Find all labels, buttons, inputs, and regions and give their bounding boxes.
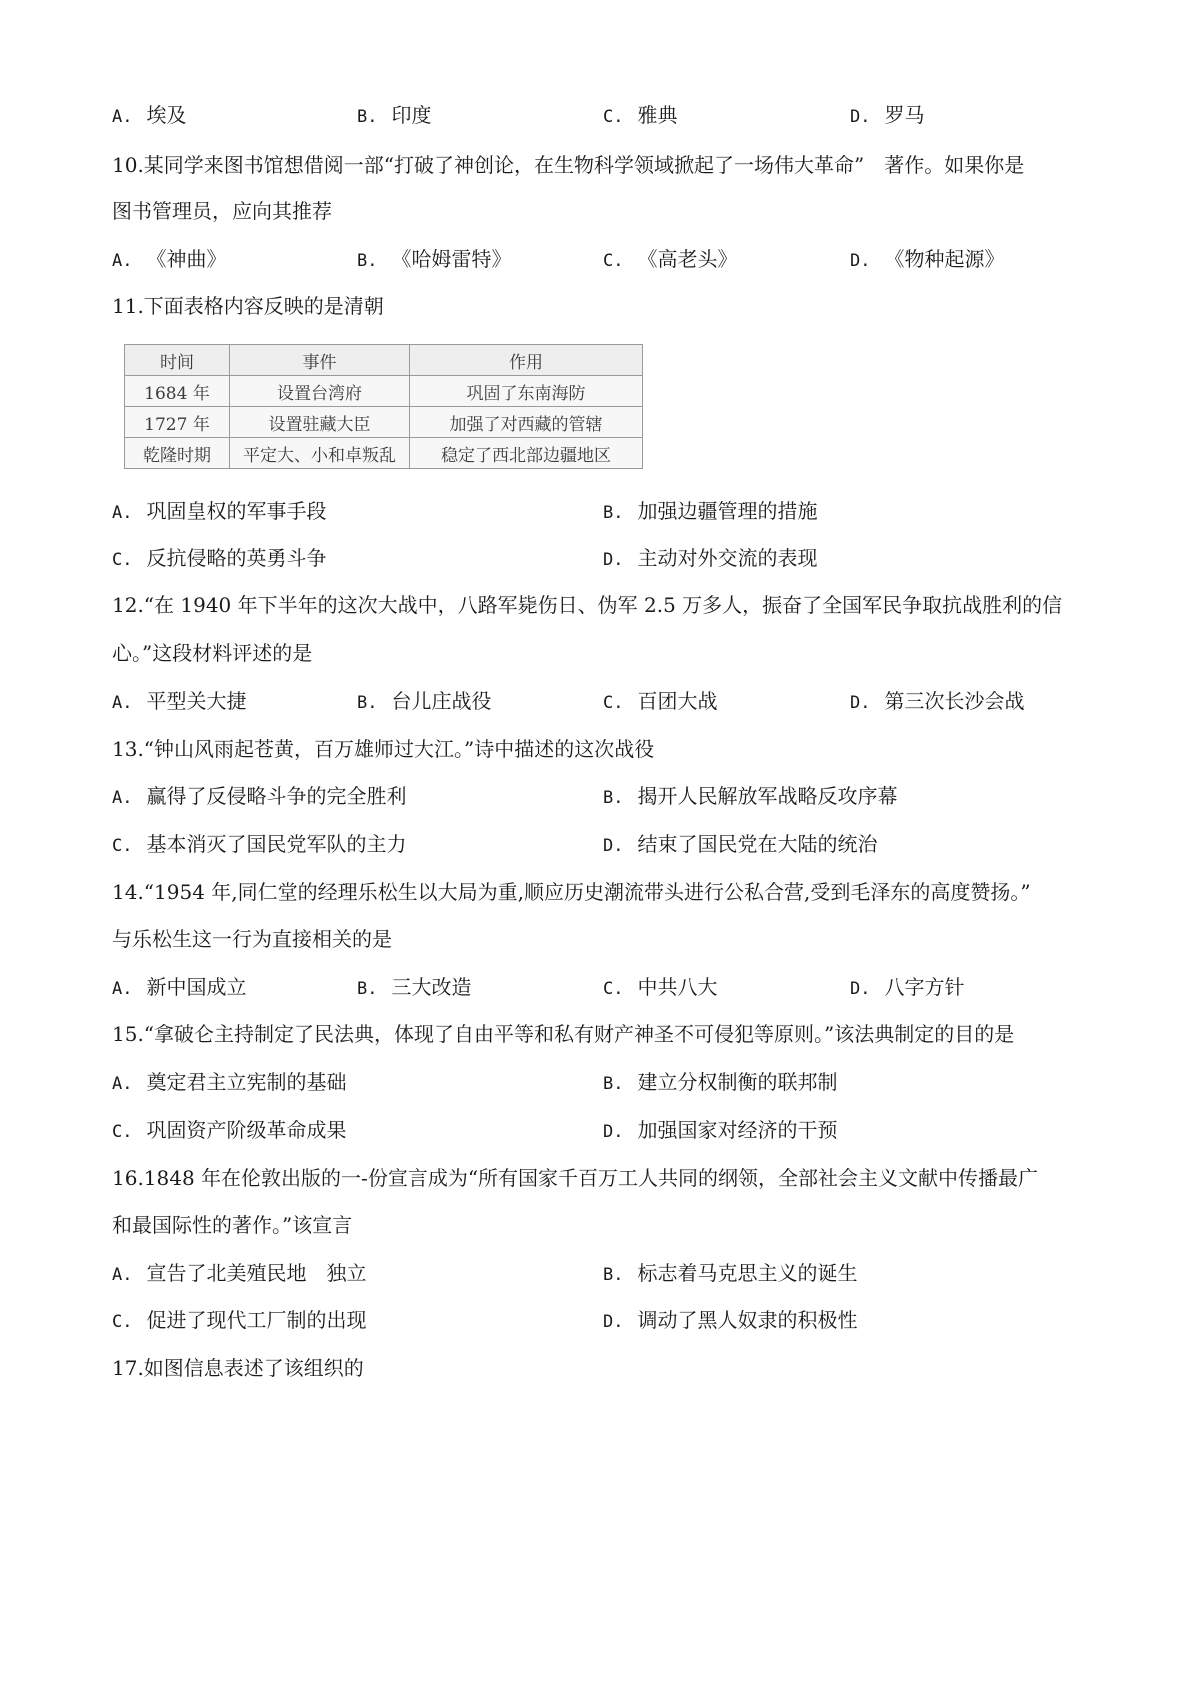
q16-option-a: [112, 1260, 366, 1288]
table-row: [125, 438, 643, 469]
q16-stem-line2: 和最国际性的著作。”该宣言: [112, 1213, 353, 1237]
option-text: 反抗侵略的英勇斗争: [146, 546, 327, 570]
option-label: C.: [603, 107, 624, 127]
table-cell: 乾隆时期: [125, 438, 230, 469]
q10-option-a: [112, 246, 226, 274]
option-text: 基本消灭了国民党军队的主力: [146, 832, 407, 856]
option-text: 百团大战: [637, 689, 718, 713]
option-text: 揭开人民解放军战略反攻序幕: [637, 784, 898, 808]
option-label: A.: [112, 503, 133, 523]
q10-option-d: [850, 246, 1004, 274]
qing-policy-table: [124, 344, 643, 469]
option-text: 奠定君主立宪制的基础: [146, 1070, 347, 1094]
option-text: 加强国家对经济的干预: [637, 1118, 838, 1142]
q11-option-c: [112, 545, 326, 573]
q17-stem: 17.如图信息表述了该组织的: [112, 1356, 364, 1380]
q14-stem-line2: 与乐松生这一行为直接相关的是: [112, 927, 392, 951]
option-label: A.: [112, 693, 133, 713]
option-label: A.: [112, 1265, 133, 1285]
option-label: D.: [850, 251, 871, 271]
q15-option-a: [112, 1069, 346, 1097]
q12-option-a: [112, 688, 246, 716]
option-text: 台儿庄战役: [391, 689, 492, 713]
table-cell: 1684 年: [125, 376, 230, 407]
option-label: A.: [112, 788, 133, 808]
option-text: 巩固皇权的军事手段: [146, 499, 327, 523]
q15-option-d: [603, 1117, 837, 1145]
table-cell: 设置驻藏大臣: [230, 407, 410, 438]
q9-option-a: [112, 102, 186, 130]
option-label: C.: [112, 550, 133, 570]
q16-stem-line1: 16.1848 年在伦敦出版的一-份宣言成为“所有国家千百万工人共同的纲领，全部社会主义文献中传播最广: [112, 1166, 1039, 1190]
q13-option-b: [603, 783, 897, 811]
option-label: B.: [603, 503, 624, 523]
option-text: 新中国成立: [146, 975, 247, 999]
option-label: D.: [850, 979, 871, 999]
option-label: B.: [357, 979, 378, 999]
option-label: B.: [603, 788, 624, 808]
option-label: C.: [603, 979, 624, 999]
option-label: D.: [603, 836, 624, 856]
q14-stem-line1: 14.“1954 年,同仁堂的经理乐松生以大局为重,顺应历史潮流带头进行公私合营,受到毛泽东的高度赞扬。”: [112, 880, 1031, 904]
q13-option-c: [112, 831, 406, 859]
option-text: 《高老头》: [637, 247, 738, 271]
table-row: [125, 407, 643, 438]
q12-stem-line2: 心。”这段材料评述的是: [112, 641, 313, 665]
table-cell: 1727 年: [125, 407, 230, 438]
option-text: 平型关大捷: [146, 689, 247, 713]
q16-option-d: [603, 1307, 857, 1335]
q11-option-a: [112, 498, 326, 526]
option-label: B.: [357, 251, 378, 271]
q16-option-c: [112, 1307, 366, 1335]
option-label: D.: [850, 107, 871, 127]
option-text: 加强边疆管理的措施: [637, 499, 818, 523]
q9-option-d: [850, 102, 924, 130]
q9-option-c: [603, 102, 677, 130]
q11-option-b: [603, 498, 817, 526]
option-text: 主动对外交流的表现: [637, 546, 818, 570]
q11-option-d: [603, 545, 817, 573]
option-text: 中共八大: [637, 975, 718, 999]
q14-option-a: [112, 974, 246, 1002]
table-cell: 平定大、小和卓叛乱: [230, 438, 410, 469]
option-text: 第三次长沙会战: [884, 689, 1025, 713]
option-text: 赢得了反侵略斗争的完全胜利: [146, 784, 407, 808]
table-header-cell: 时间: [125, 345, 230, 376]
option-label: C.: [603, 251, 624, 271]
option-label: B.: [603, 1265, 624, 1285]
option-text: 三大改造: [391, 975, 472, 999]
table-cell: 设置台湾府: [230, 376, 410, 407]
option-text: 调动了黑人奴隶的积极性: [637, 1308, 858, 1332]
option-label: D.: [850, 693, 871, 713]
q13-option-a: [112, 783, 406, 811]
q10-option-b: [357, 246, 511, 274]
q16-option-b: [603, 1260, 857, 1288]
option-text: 巩固资产阶级革命成果: [146, 1118, 347, 1142]
q15-option-c: [112, 1117, 346, 1145]
q14-option-c: [603, 974, 717, 1002]
q15-stem: 15.“拿破仑主持制定了民法典，体现了自由平等和私有财产神圣不可侵犯等原则。”该法典制定的目的是: [112, 1022, 1015, 1046]
option-text: 《哈姆雷特》: [391, 247, 512, 271]
q11-stem: 11.下面表格内容反映的是清朝: [112, 294, 384, 318]
q10-option-c: [603, 246, 737, 274]
option-label: A.: [112, 251, 133, 271]
option-label: D.: [603, 1122, 624, 1142]
q13-option-d: [603, 831, 877, 859]
option-label: A.: [112, 979, 133, 999]
option-text: 结束了国民党在大陆的统治: [637, 832, 878, 856]
table-header-cell: 事件: [230, 345, 410, 376]
option-text: 《物种起源》: [884, 247, 1005, 271]
option-text: 宣告了北美殖民地 独立: [146, 1261, 367, 1285]
option-label: C.: [112, 836, 133, 856]
option-label: D.: [603, 550, 624, 570]
option-label: A.: [112, 107, 133, 127]
q13-stem: 13.“钟山风雨起苍黄，百万雄师过大江。”诗中描述的这次战役: [112, 737, 655, 761]
q12-option-b: [357, 688, 491, 716]
table-header-cell: 作用: [410, 345, 643, 376]
option-text: 雅典: [637, 103, 678, 127]
option-label: B.: [603, 1074, 624, 1094]
option-label: B.: [357, 107, 378, 127]
option-text: 《神曲》: [146, 247, 227, 271]
option-text: 八字方针: [884, 975, 965, 999]
table-cell: 加强了对西藏的管辖: [410, 407, 643, 438]
table-cell: 巩固了东南海防: [410, 376, 643, 407]
option-label: B.: [357, 693, 378, 713]
q15-option-b: [603, 1069, 837, 1097]
option-text: 建立分权制衡的联邦制: [637, 1070, 838, 1094]
option-text: 埃及: [146, 103, 187, 127]
option-text: 罗马: [884, 103, 925, 127]
option-text: 促进了现代工厂制的出现: [146, 1308, 367, 1332]
option-label: C.: [112, 1312, 133, 1332]
q12-option-c: [603, 688, 717, 716]
q12-stem-line1: 12.“在 1940 年下半年的这次大战中，八路军毙伤日、伪军 2.5 万多人，振奋了全国军民争取抗战胜利的信: [112, 593, 1063, 617]
q14-option-d: [850, 974, 964, 1002]
option-label: C.: [603, 693, 624, 713]
option-label: D.: [603, 1312, 624, 1332]
option-label: C.: [112, 1122, 133, 1142]
option-text: 印度: [391, 103, 432, 127]
table-cell: 稳定了西北部边疆地区: [410, 438, 643, 469]
q10-stem-line1: 10.某同学来图书馆想借阅一部“打破了神创论，在生物科学领域掀起了一场伟大革命” 著作。如果你是: [112, 153, 1025, 177]
option-label: A.: [112, 1074, 133, 1094]
q14-option-b: [357, 974, 471, 1002]
table-row: [125, 376, 643, 407]
q9-option-b: [357, 102, 431, 130]
option-text: 标志着马克思主义的诞生: [637, 1261, 858, 1285]
table-header-row: [125, 345, 643, 376]
q12-option-d: [850, 688, 1024, 716]
q10-stem-line2: 图书管理员，应向其推荐: [112, 199, 332, 223]
